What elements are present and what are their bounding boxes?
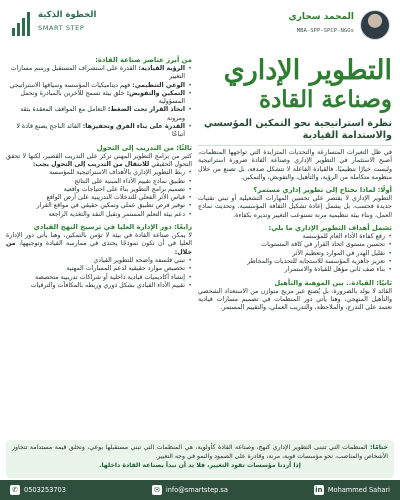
avatar (360, 10, 390, 40)
leaders-list (6, 257, 192, 290)
list-item (6, 82, 192, 90)
training-text-a: كثير من برامج التطوير المهني تركز على التدريب القصير، لكنها لا تحقق التحول الحقيقي (6, 152, 192, 168)
element-key: القدرة على بناء الفرق وتحفيزها: (82, 123, 185, 131)
training-text-b: للانتقال من التدريب إلى التحول يجب: (32, 160, 150, 168)
list-item: • تخصيص موارد حقيقية لدعم المسارات المهنية (6, 265, 192, 273)
list-item: • قياس الأثر الفعلي للتدخلات التدريبية على أرض الواقع (6, 194, 192, 202)
list-item (6, 90, 192, 107)
author-credentials: MBA-SPP-SPCP-NGOs (296, 28, 354, 34)
footer-email-text: info@smartstep.sa (165, 486, 228, 494)
elements-list (6, 65, 192, 140)
element-key: التمكين والتفويض: (126, 89, 185, 97)
section-top-management-text (6, 232, 192, 257)
goals-list (198, 233, 392, 274)
phone-icon: ✆ (10, 485, 20, 495)
list-item: • تحسين مستوى اتخاذ القرار في كافة المستويات (198, 241, 392, 249)
footer-linkedin[interactable] (314, 485, 390, 495)
element-value: القدرة على استشراف المستقبل ورسم مسارات التغيير (10, 65, 185, 81)
element-value: القائد الناجح يصنع قادة لا أتباعًا (16, 123, 185, 139)
list-item: • بناء صف ثاني مؤهل للقيادة والاستمرار (198, 266, 392, 274)
section-training-title: ثالثًا: من التدريب إلى التحول (96, 143, 192, 152)
brand-logo (10, 6, 120, 46)
bars-logo-icon (12, 10, 34, 36)
email-icon: ✉ (152, 485, 162, 495)
list-item: • تقليل الهدر في الموارد وتعظيم الأثر (198, 250, 392, 258)
conclusion-label: ختامًا: (370, 444, 388, 451)
conclusion-text (12, 444, 388, 461)
section-top-management-title: رابعًا: دور الإدارة العليا في ترسيخ النهج القيادي (33, 223, 192, 232)
list-item (6, 123, 192, 140)
article-title-line-1: التطوير الإداري (223, 55, 392, 86)
element-key: اتخاذ القرار تحت الضغط: (107, 106, 185, 114)
goals-title: تشمل أهداف التطوير الإداري ما يلي: (268, 224, 392, 233)
author-name: المحمد سحاري (288, 12, 354, 22)
list-item: • تصميم برامج التطوير بناءً على احتياجات واقعية (6, 186, 192, 194)
footer-phone-text: 0503253703 (24, 486, 66, 494)
list-item: • تعزيز جاهزية المؤسسة للاستجابة للتحديات والمخاطر (198, 258, 392, 266)
section-leadership-title: ثانيًا: القيادة.. بين الموهبة والتأهيل (274, 278, 392, 287)
section-why-text: التطوير الإداري لا يقتصر على تحسين المهارات التشغيلية أو تبني تقنيات جديدة فحسب، بل يشمل إعادة تشكيل الثقافة المؤسسية، وتحديث نماذج العمل، وبناء بيئة تنظيمية مرنة تستوعب التغيير وتديره بكفاءة. (198, 195, 392, 219)
brand-name-ar: الخطوة الذكية (38, 10, 97, 20)
left-column (6, 56, 192, 290)
section-why-title: أولًا: لماذا نحتاج إلى تطوير إداري مستمر؟ (253, 186, 392, 195)
author-badge (240, 8, 390, 48)
list-item: • توفير فرص تطبيق عملي وتمكين حقيقي في مواقع القرار (6, 202, 192, 210)
list-item (6, 65, 192, 82)
section-training-text (6, 153, 192, 170)
elements-title: من أبرز عناصر صناعة القادة: (95, 56, 192, 64)
conclusion-cta: إذا أردنا مؤسسات تقود التغيير، فلا بد أن نبدأ بصناعة القادة داخلها. (99, 462, 301, 470)
element-key: الوعي التنظيمي: (132, 81, 185, 89)
element-value: التعامل مع المواقف المعقدة بثقة ومرونة (20, 106, 185, 122)
list-item (6, 106, 192, 123)
list-item: • ربط التطوير الإداري بالأهداف الاستراتيجية للمؤسسة (6, 169, 192, 177)
footer-name-text: Mohammed Sahari (327, 486, 390, 494)
list-item: • رفع كفاءة الأداء العام للمؤسسة (198, 233, 392, 241)
footer-bar (0, 480, 400, 500)
article-title-line-2: وصناعة القادة (259, 86, 392, 113)
leaders-text-a: لا يمكن صناعة القادة في بيئة لا تؤمن بالتمكين، وهنا يأتي دور الإدارة العليا في أن تكون نموذجًا يحتذى في ممارسة القيادة وتوجيهها، (6, 232, 192, 248)
footer-email[interactable] (152, 485, 228, 495)
element-key: الرؤية القيادية: (138, 65, 185, 72)
list-item: • دعم بيئة التعلم المستمر وتقبل النقد والتغذية الراجعة (6, 211, 192, 219)
list-item: • تقييم الأداء القيادي بشكل دوري وربطه بالمكافآت والترقيات (6, 282, 192, 290)
leaders-text-b: من خلال: (6, 240, 192, 256)
list-item: • إنشاء أكاديميات قيادية داخلية أو شراكات تدريبية متخصصة (6, 274, 192, 282)
linkedin-icon: in (315, 486, 323, 494)
right-column (198, 56, 392, 312)
header (0, 0, 400, 52)
list-item: • تطبيق نماذج تقييم الأداء المبنية على النتائج (6, 178, 192, 186)
section-leadership-text: القائد لا يولد بالضرورة، بل يُصنع عبر مزيج متوازن من الاستعداد الشخصي والتأهيل المنهجي، وهنا يأتي دور المنظمات في تصميم مسارات قيادية تعتمد على التدرج، والملاحظة، والتدريب العملي، والتقييم المستمر. (198, 287, 392, 312)
intro-paragraph: في ظل التغيرات المتسارعة والتحديات المتزايدة التي تواجهها المنظمات، أصبح الاستثمار في التطوير الإداري وصناعة القادة ضرورة استراتيجية وليست خيارًا تنظيميًا. فالقيادة الفاعلة لا تتشكل صدفة، بل تصنع من خلال منظومة متكاملة من الرؤية، والتأهيل، والتفويض، والتمكين. (198, 149, 392, 181)
article-subtitle: نظرة استراتيجية نحو التمكين المؤسسي والاستدامة القيادية (203, 118, 392, 141)
footer-phone[interactable] (10, 485, 66, 495)
divider (198, 145, 392, 146)
element-value: خلق بيئة تسمح للآخرين بالمبادرة وتحمل المسؤولية (20, 89, 185, 106)
conclusion-box (6, 440, 394, 478)
training-list (6, 169, 192, 219)
conclusion-body: المنظمات التي تتبنى التطوير الإداري كنهج، وصناعة القادة كأولوية، هي المنظمات التي تبني مستقبلها بوعي، وتخلق قيمة مستدامة تتجاوز الأشخاص والمناصب، نحو مؤسسات قوية، مرنة، وقادرة على الصمود والنمو في وجه التغيير. (12, 444, 388, 460)
element-value: فهم ديناميكيات المؤسسة وسياقها الاستراتيجي (9, 81, 131, 89)
list-item: • تبني فلسفة واضحة للتطوير القيادي (6, 257, 192, 265)
brand-name-en: SMART STEP (38, 24, 85, 32)
